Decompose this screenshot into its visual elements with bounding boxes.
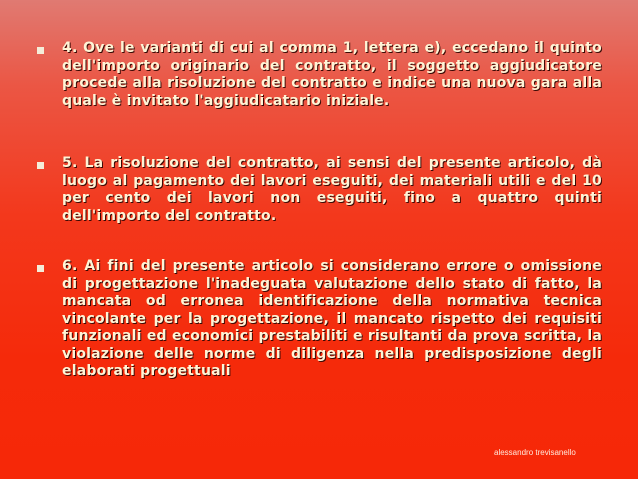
footer-author: alessandro trevisanello [494, 448, 576, 457]
square-bullet-icon [37, 162, 44, 169]
paragraph-4: 4. Ove le varianti di cui al comma 1, lettera e), eccedano il quinto dell'importo originario del contratto, il soggetto aggiudicatore procede alla risoluzione del contratto e indice una nuova gara alla quale è invitato l'aggiudicatario iniziale. [62, 40, 602, 109]
square-bullet-icon [37, 265, 44, 272]
paragraph-6: 6. Ai fini del presente articolo si considerano errore o omissione di progettazione l'inadeguata valutazione dello stato di fatto, la mancata od erronea identificazione della normativa tecnica vincolante per la progettazione, il mancato rispetto dei requisiti funzionali ed economici prestabiliti e risultanti da prova scritta, la violazione delle norme di diligenza nella predisposizione degli elaborati progettuali [62, 258, 602, 379]
paragraph-5: 5. La risoluzione del contratto, ai sensi del presente articolo, dà luogo al pagamento dei lavori eseguiti, dei materiali utili e del 10 per cento dei lavori non eseguiti, fino a quattro quinti dell'importo del contratto. [62, 155, 602, 224]
square-bullet-icon [37, 47, 44, 54]
